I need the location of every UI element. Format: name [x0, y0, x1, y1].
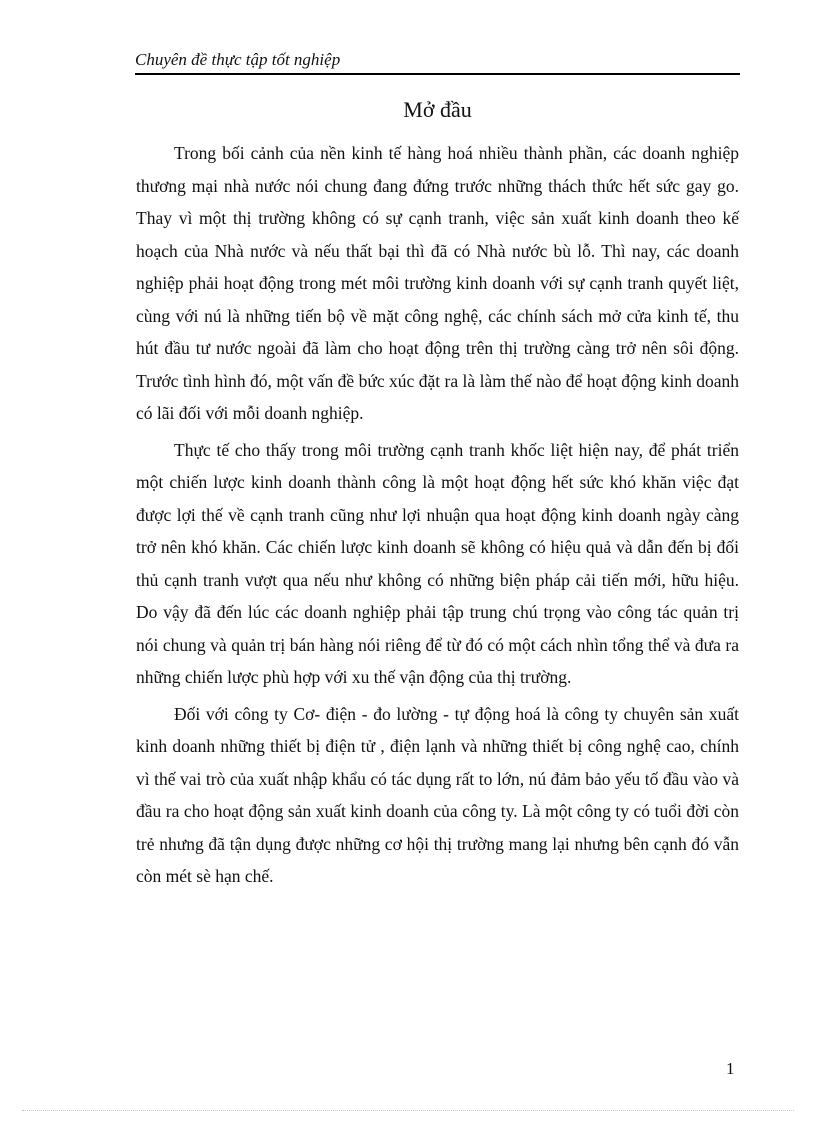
page-bottom-divider [22, 1110, 794, 1111]
section-title: Mở đầu [403, 97, 472, 122]
paragraph-2: Thực tế cho thấy trong môi trường cạnh tranh khốc liệt hiện nay, để phát triển một chiến lược kinh doanh thành công là một hoạt động hết sức khó khăn việc đạt được lợi thế về cạnh tranh cũng như lợi nhuận qua hoạt động kinh doanh ngày càng trở nên khó khăn. Các chiến lược kinh doanh sẽ không có hiệu quả và dẫn đến bị đối thủ cạnh tranh vượt qua nếu như không có những biện pháp cải tiến mới, hữu hiệu. Do vậy đã đến lúc các doanh nghiệp phải tập trung chú trọng vào công tác quản trị nói chung và quản trị bán hàng nói riêng để từ đó có một cách nhìn tổng thể và đưa ra những chiến lược phù hợp với xu thế vận động của thị trường. [136, 439, 739, 687]
header-title: Chuyên đề thực tập tốt nghiệp [135, 50, 341, 69]
paragraph-3: Đối với công ty Cơ- điện - đo lường - tự động hoá là công ty chuyên sản xuất kinh doanh những thiết bị điện tử , điện lạnh và những thiết bị công nghệ cao, chính vì thế vai trò của xuất nhập khẩu có tác dụng rất to lớn, nú đảm bảo yếu tố đầu vào và đầu ra cho hoạt động sản xuất kinh doanh của công ty. Là một công ty có tuổi đời còn trẻ nhưng đã tận dụng được những cơ hội thị trường mang lại nhưng bên cạnh đó vẫn còn mét sè hạn chế. [136, 703, 739, 886]
page-number: 1 [726, 1059, 735, 1078]
document-body [136, 137, 739, 897]
page-header [135, 49, 740, 75]
paragraph-1: Trong bối cảnh của nền kinh tế hàng hoá nhiều thành phần, các doanh nghiệp thương mại nhà nước nói chung đang đứng trước những thách thức hết sức gay go. Thay vì một thị trường không có sự cạnh tranh, việc sản xuất kinh doanh theo kế hoạch của Nhà nước và nếu thất bại thì đã có Nhà nước bù lỗ. Thì nay, các doanh nghiệp phải hoạt động trong mét môi trường kinh doanh với sự cạnh tranh quyết liệt, cùng với nú là những tiến bộ về mặt công nghệ, các chính sách mở cửa kinh tế, thu hút đầu tư nước ngoài đã làm cho hoạt động trên thị trường càng trở nên sôi động. Trước tình hình đó, một vấn đề bức xúc đặt ra là làm thế nào để hoạt động kinh doanh có lãi đối với mỗi doanh nghiệp. [136, 143, 739, 423]
